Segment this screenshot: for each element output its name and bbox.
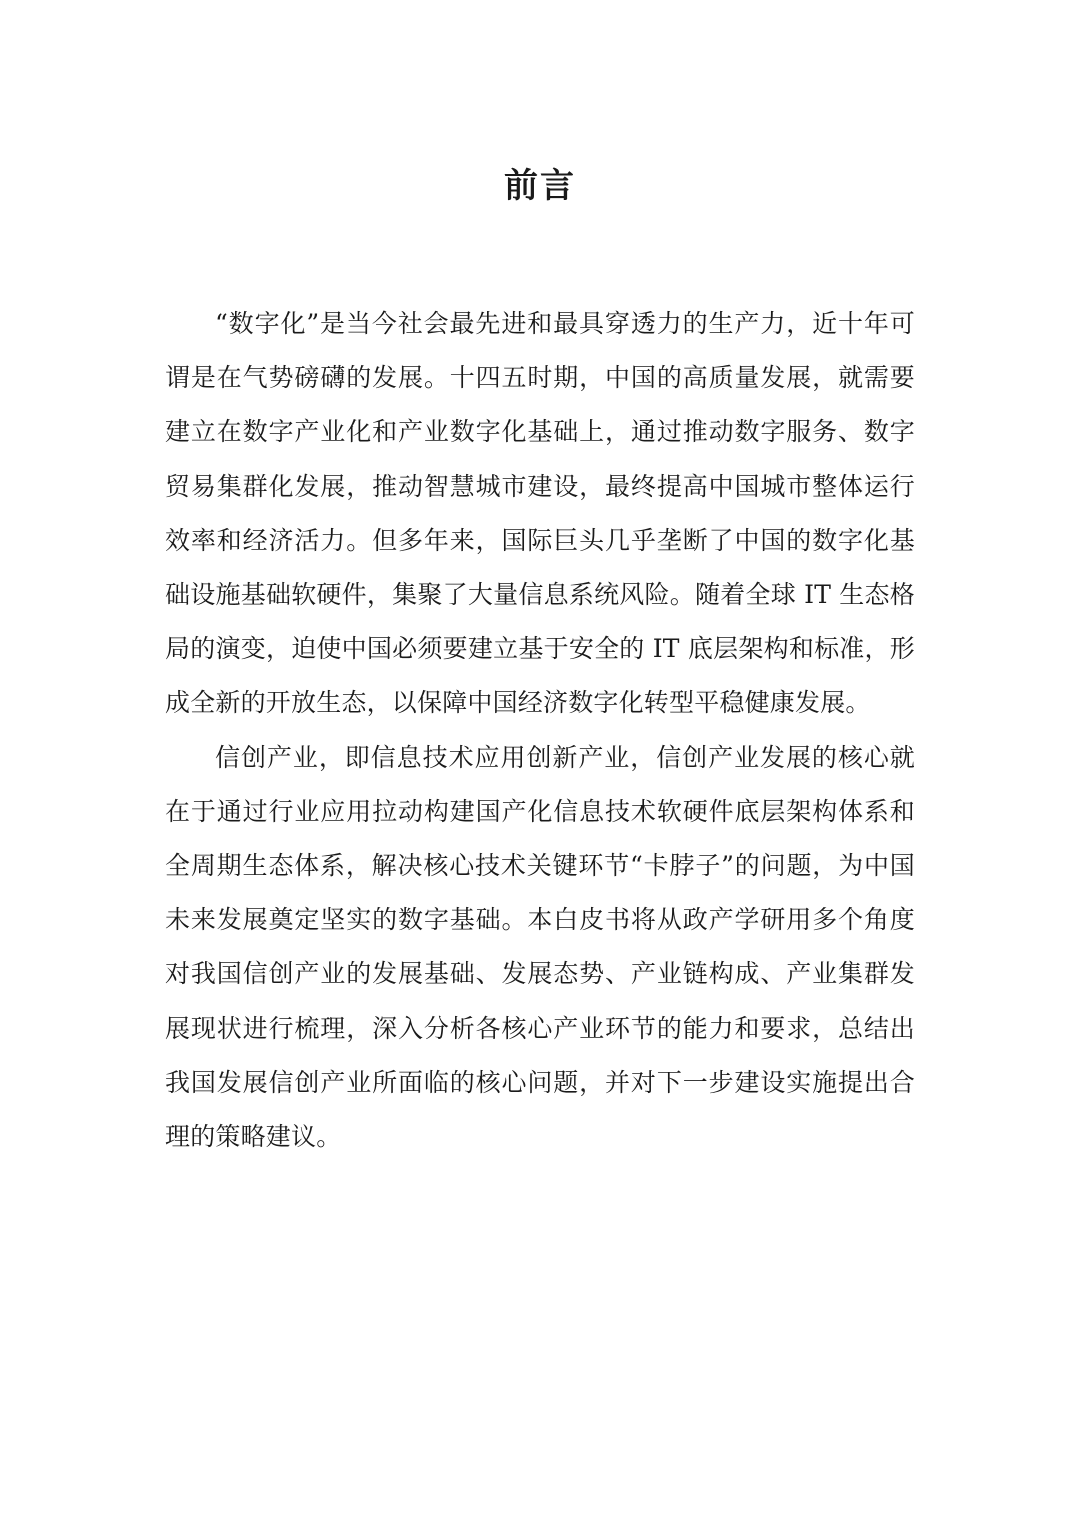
body-text (165, 297, 915, 1164)
paragraph-1: “数字化”是当今社会最先进和最具穿透力的生产力，近十年可谓是在气势磅礴的发展。十四五时期，中国的高质量发展，就需要建立在数字产业化和产业数字化基础上，通过推动数字服务、数字贸易集群化发展，推动智慧城市建设，最终提高中国城市整体运行效率和经济活力。但多年来，国际巨头几乎垄断了中国的数字化基础设施基础软硬件，集聚了大量信息系统风险。随着全球 IT 生态格局的演变，迫使中国必须要建立基于安全的 IT 底层架构和标准，形成全新的开放生态，以保障中国经济数字化转型平稳健康发展。 (165, 309, 915, 718)
paragraph-2: 信创产业，即信息技术应用创新产业，信创产业发展的核心就在于通过行业应用拉动构建国产化信息技术软硬件底层架构体系和全周期生态体系，解决核心技术关键环节“卡脖子”的问题，为中国未来发展奠定坚实的数字基础。本白皮书将从政产学研用多个角度对我国信创产业的发展基础、发展态势、产业链构成、产业集群发展现状进行梳理，深入分析各核心产业环节的能力和要求，总结出我国发展信创产业所面临的核心问题，并对下一步建设实施提出合理的策略建议。 (165, 742, 915, 1152)
page-title: 前言 (504, 166, 576, 206)
